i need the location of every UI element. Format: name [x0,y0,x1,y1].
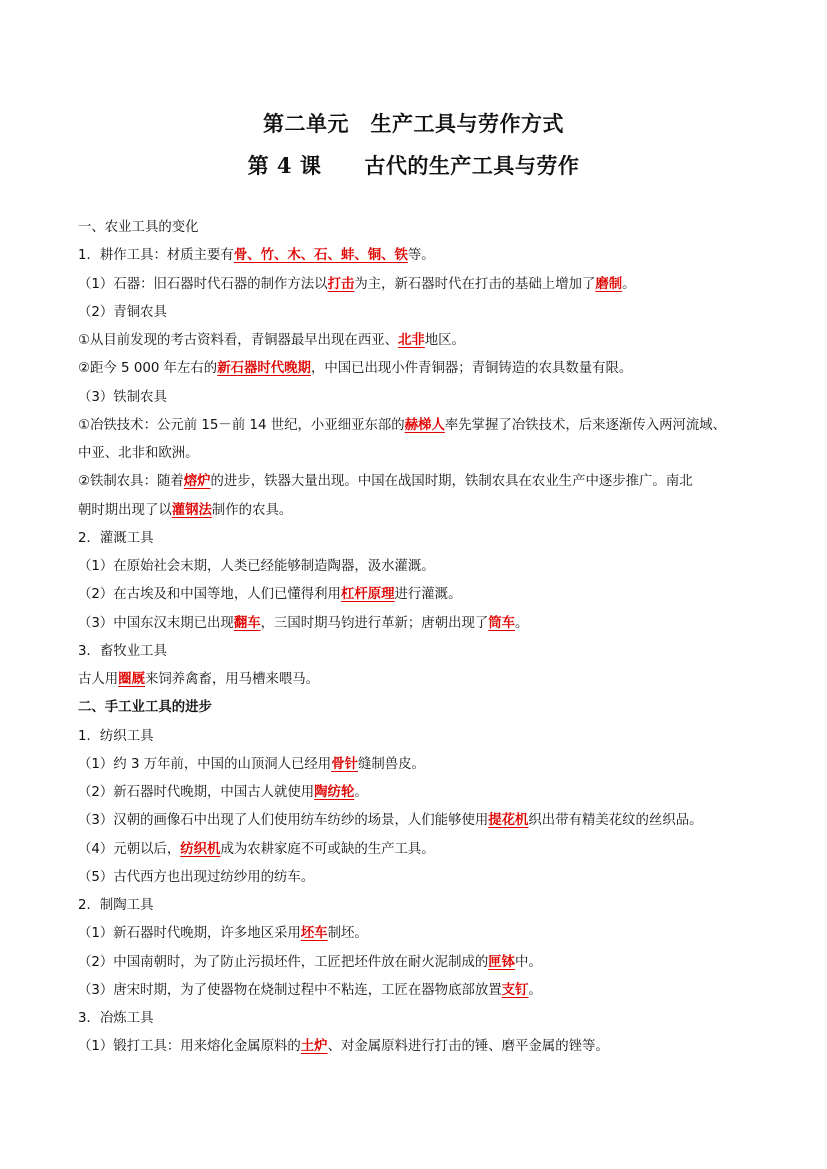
text-line [78,723,758,751]
text-line [78,1033,758,1061]
document-body [78,214,758,1062]
line-text: 2．制陶工具 [78,898,154,913]
highlighted-term: 杠杆原理 [340,587,395,603]
line-text: 。 [528,982,542,998]
line-text: （3）汉朝的画像石中出现了人们使用纺车纺纱的场景，人们能够使用 [78,813,489,829]
text-line [78,525,758,553]
line-text: 中亚、北非和欧洲。 [78,446,199,461]
line-text: （2）新石器时代晚期，中国古人就使用 [78,785,315,800]
text-line [78,581,758,609]
text-line [78,384,758,412]
highlighted-term: 骨、竹、木、石、蚌、铜、铁 [233,248,408,264]
highlighted-term: 北非 [398,333,425,348]
line-text: 织出带有精美花纹的丝织品。 [528,813,703,829]
line-text: 地区。 [424,333,465,348]
lesson-title: 第 4 课 古代的生产工具与劳作 [247,153,580,178]
line-text: 进行灌溉。 [394,587,462,603]
line-text: 。 [622,276,636,292]
line-text: （1）锻打工具：用来熔化金属原料的 [78,1039,301,1055]
highlighted-term: 新石器时代晚期 [217,361,311,377]
text-line [78,355,758,383]
highlighted-term: 陶纺轮 [314,785,355,800]
line-text: 缝制兽皮。 [357,756,425,772]
text-line [78,327,758,355]
line-text: 率先掌握了冶铁技术，后来逐渐传入两河流域、 [444,417,727,433]
line-text: （1）在原始社会末期，人类已经能够制造陶器，汲水灌溉。 [78,559,435,574]
highlighted-term: 坯车 [300,926,328,942]
text-line [78,666,758,694]
text-line [78,214,758,242]
line-text: ①从目前发现的考古资料看，青铜器最早出现在西亚、 [78,333,398,348]
text-line [78,440,758,468]
line-text: 成为农耕家庭不可或缺的生产工具。 [220,841,435,857]
text-line [78,977,758,1005]
line-text: ，三国时期马钧进行革新；唐朝出现了 [260,615,489,631]
line-text: 制作的农具。 [211,502,293,518]
line-text: （2）中国南朝时，为了防止污损坯件，工匠把坯件放在耐火泥制成的 [78,954,489,970]
line-text: 中。 [515,954,542,970]
line-text: ②距今 5 000 年左右的 [78,361,218,377]
line-text: 2．灌溉工具 [78,530,154,546]
highlighted-term: 打击 [327,276,355,292]
highlighted-term: 土炉 [300,1039,328,1055]
text-line [78,892,758,920]
line-text: 的进步，铁器大量出现。中国在战国时期，铁制农具在农业生产中逐步推广。南北 [210,474,693,490]
line-text: 来饲养禽畜，用马槽来喂马。 [144,672,320,687]
line-text: （4）元朝以后， [78,841,181,857]
line-text: 。 [515,615,529,631]
text-line [78,920,758,948]
line-text: 3．冶炼工具 [78,1011,154,1026]
line-text: （1）新石器时代晚期，许多地区采用 [78,926,301,942]
line-text: 3．畜牧业工具 [78,643,167,659]
line-text: ①冶铁技术：公元前 15－前 14 世纪，小亚细亚东部的 [78,417,405,433]
text-line [78,271,758,299]
text-line [78,949,758,977]
line-text: 、对金属原料进行打击的锤、磨平金属的锉等。 [327,1039,609,1055]
line-text: （3）铁制农具 [78,389,167,405]
text-line [78,694,758,722]
highlighted-term: 灌钢法 [171,502,212,518]
line-text: （3）唐宋时期，为了使器物在烧制过程中不粘连，工匠在器物底部放置 [78,982,502,998]
line-text: （2）青铜农具 [78,304,167,320]
line-text: ，中国已出现小件青铜器；青铜铸造的农具数量有限。 [310,361,633,377]
highlighted-term: 磨制 [595,276,623,292]
line-text: 朝时期出现了以 [78,502,172,518]
text-line [78,412,758,440]
line-text: 。 [354,785,368,800]
text-line [78,468,758,496]
text-line [78,553,758,581]
text-line [78,610,758,638]
text-line [78,836,758,864]
highlighted-term: 提花机 [488,813,529,829]
text-line [78,638,758,666]
highlighted-term: 熔炉 [183,474,211,490]
line-text: 1．纺织工具 [78,728,154,744]
text-line [78,751,758,779]
line-text: 为主，新石器时代在打击的基础上增加了 [354,276,596,292]
highlighted-term: 骨针 [331,756,358,772]
text-line [78,864,758,892]
highlighted-term: 匣钵 [488,954,516,970]
line-text: 一、农业工具的变化 [78,220,199,235]
text-line [78,807,758,835]
line-text: （1）约 3 万年前，中国的山顶洞人已经用 [78,756,332,772]
line-text: （2）在古埃及和中国等地，人们已懂得利用 [78,587,341,603]
text-line [78,497,758,525]
highlighted-term: 翻车 [233,615,261,631]
line-text: 1．耕作工具：材质主要有 [78,248,234,264]
text-line [78,1005,758,1033]
highlighted-term: 筒车 [488,615,516,631]
unit-title: 第二单元 生产工具与劳作方式 [263,111,564,136]
highlighted-term: 支钉 [501,982,529,998]
line-text: （3）中国东汉末期已出现 [78,615,234,631]
highlighted-term: 圈厩 [118,672,145,687]
text-line [78,242,758,270]
text-line [78,779,758,807]
line-text: 古人用 [78,672,119,687]
line-text: 等。 [407,248,435,264]
highlighted-term: 赫梯人 [404,417,445,433]
line-text: ②铁制农具：随着 [78,474,184,490]
line-text: （1）石器：旧石器时代石器的制作方法以 [78,276,328,292]
line-text: 二、手工业工具的进步 [78,700,212,716]
line-text: （5）古代西方也出现过纺纱用的纺车。 [78,869,315,885]
highlighted-term: 纺织机 [180,841,221,857]
text-line [78,299,758,327]
line-text: 制坯。 [327,926,368,942]
